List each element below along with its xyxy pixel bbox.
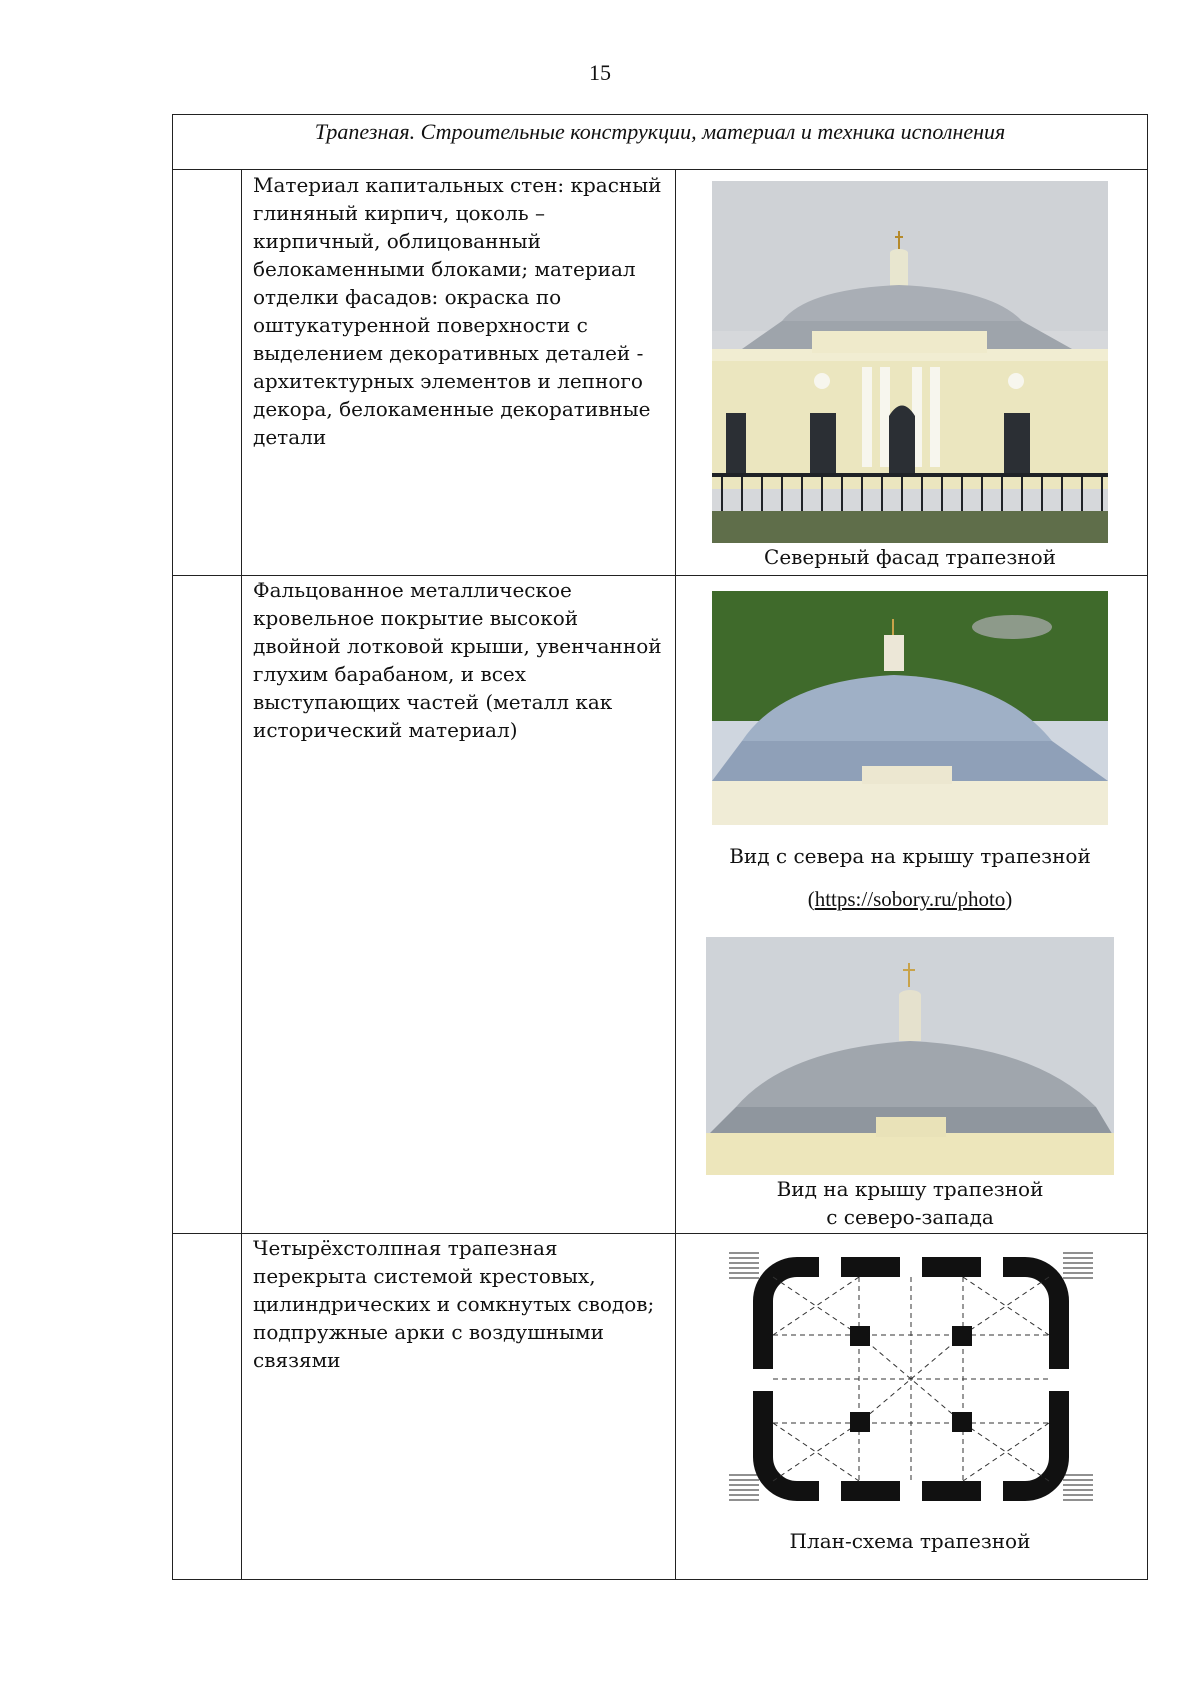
floor-plan-caption: План-схема трапезной xyxy=(789,1529,1031,1553)
roof-northwest-caption-line-1: Вид на крышу трапезной xyxy=(776,1177,1044,1201)
source-open: ( xyxy=(807,887,815,911)
row-1-description: Материал капитальных стен: красный глиняный кирпич, цоколь – кирпичный, облицованный белокаменными блоками; материал отделки фасадов: окраска по оштукатуренной поверхности с выделением декоративных деталей - архитектурных элементов и лепного декора, белокаменные декоративные детали xyxy=(253,173,662,449)
roof-north-caption: Вид с севера на крышу трапезной xyxy=(729,844,1091,868)
table-column-rule xyxy=(675,169,676,1579)
page-number: 15 xyxy=(589,60,611,85)
source-link[interactable]: https://sobory.ru/photo xyxy=(814,887,1006,911)
photo-source xyxy=(675,885,1145,913)
north-facade-photo xyxy=(712,181,1108,543)
roof-northwest-photo xyxy=(706,937,1114,1175)
source-close: ) xyxy=(1005,887,1013,911)
north-facade-caption: Северный фасад трапезной xyxy=(764,545,1056,569)
table-rule xyxy=(173,169,1147,170)
table-title: Трапезная. Строительные конструкции, материал и техника исполнения xyxy=(314,119,1006,144)
row-2-description: Фальцованное металлическое кровельное покрытие высокой двойной лотковой крыши, увенчанной глухим барабаном, и всех выступающих частей (металл как исторический материал) xyxy=(253,578,662,742)
roof-northwest-caption-line-2: с северо-запада xyxy=(826,1205,994,1229)
document-table xyxy=(172,114,1148,1580)
row-3-description: Четырёхстолпная трапезная перекрыта системой крестовых, цилиндрических и сомкнутых сводов; подпружные арки с воздушными связями xyxy=(253,1236,655,1372)
table-column-rule xyxy=(241,169,242,1579)
floor-plan-diagram xyxy=(729,1245,1093,1513)
roof-north-photo xyxy=(712,591,1108,825)
